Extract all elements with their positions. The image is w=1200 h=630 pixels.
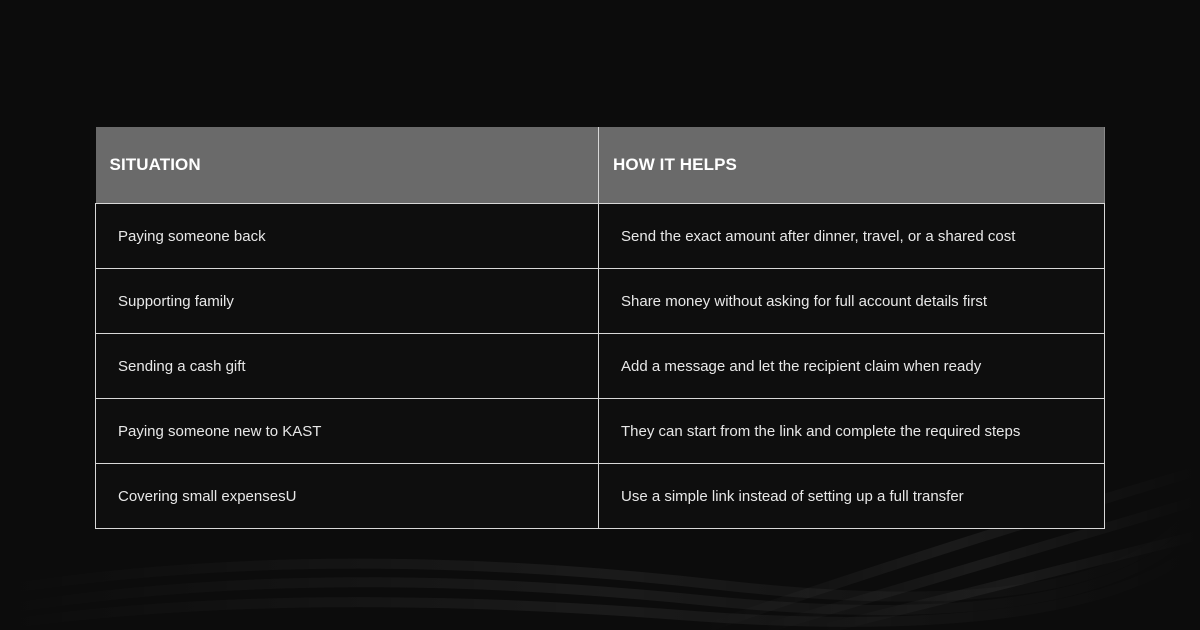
table-row [96, 464, 1105, 529]
benefit-cell: Use a simple link instead of setting up a full transfer [599, 464, 1105, 529]
column-header-how-it-helps: HOW IT HELPS [599, 127, 1105, 204]
table-row [96, 399, 1105, 464]
situation-cell: Sending a cash gift [96, 334, 599, 399]
table-row [96, 269, 1105, 334]
table-row [96, 204, 1105, 269]
comparison-table [95, 127, 1105, 529]
table-header-row [96, 127, 1105, 204]
situation-cell: Paying someone new to KAST [96, 399, 599, 464]
situation-cell: Paying someone back [96, 204, 599, 269]
benefit-cell: They can start from the link and complete the required steps [599, 399, 1105, 464]
benefit-cell: Send the exact amount after dinner, travel, or a shared cost [599, 204, 1105, 269]
situation-cell: Supporting family [96, 269, 599, 334]
column-header-situation: SITUATION [96, 127, 599, 204]
comparison-table-container [95, 127, 1104, 529]
benefit-cell: Add a message and let the recipient claim when ready [599, 334, 1105, 399]
table-row [96, 334, 1105, 399]
benefit-cell: Share money without asking for full account details first [599, 269, 1105, 334]
situation-cell: Covering small expensesU [96, 464, 599, 529]
